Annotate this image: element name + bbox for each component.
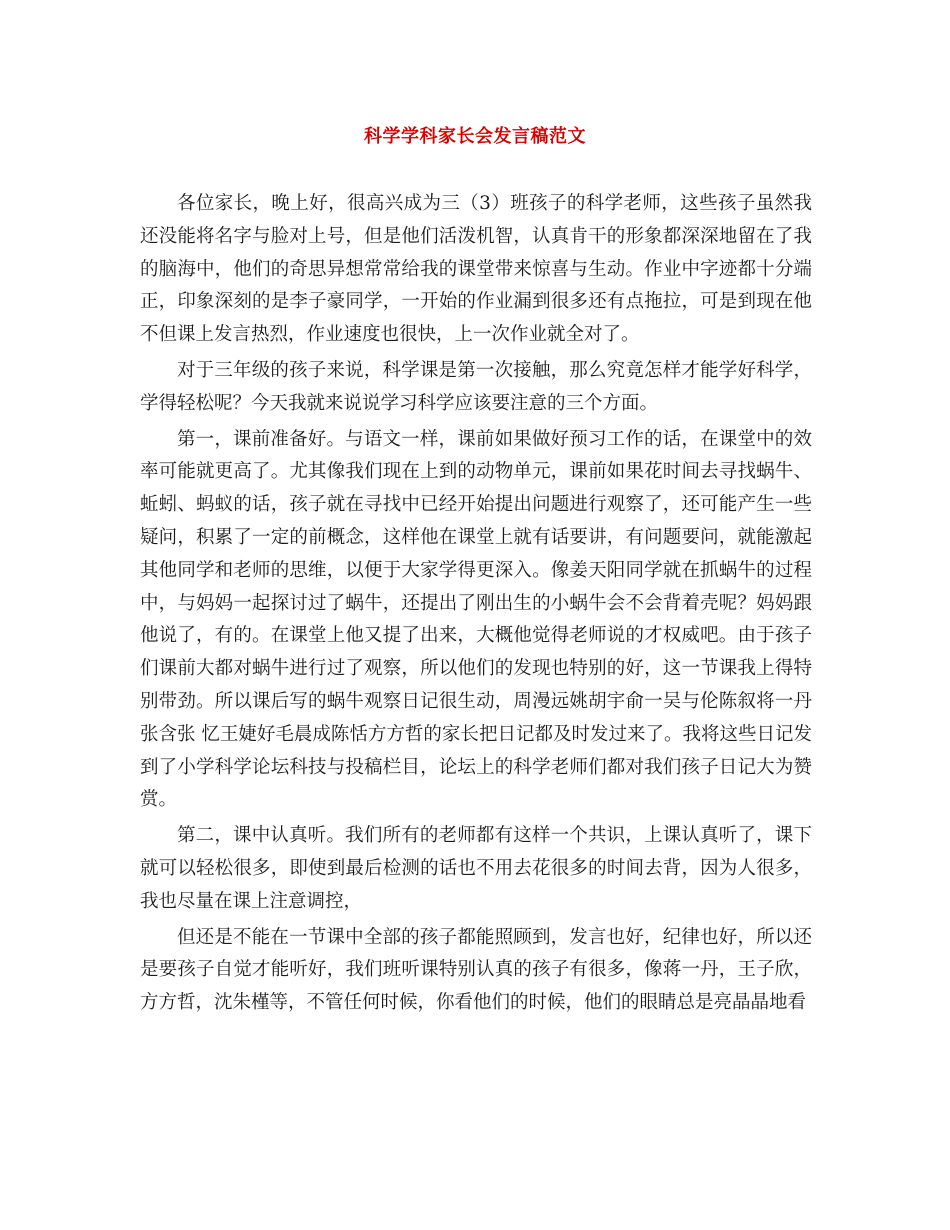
paragraph-4: 第二，课中认真听。我们所有的老师都有这样一个共识，上课认真听了，课下就可以轻松很多，即使到最后检测的话也不用去花很多的时间去背，因为人很多，我也尽量在课上注意调控， <box>140 825 812 912</box>
paragraph-5: 但还是不能在一节课中全部的孩子都能照顾到，发言也好，纪律也好，所以还是要孩子自觉才能听好，我们班听课特别认真的孩子有很多，像蒋一丹，王子欣，方方哲，沈朱槿等，不管任何时候，你看他们的时候，他们的眼睛总是亮晶晶地看 <box>140 926 812 1014</box>
document-title: 科学学科家长会发言稿范文 <box>364 126 586 147</box>
paragraph-2: 对于三年级的孩子来说，科学课是第一次接触，那么究竟怎样才能学好科学，学得轻松呢？今天我就来说说学习科学应该要注意的三个方面。 <box>140 359 812 414</box>
paragraph-1: 各位家长，晚上好，很高兴成为三（3）班孩子的科学老师，这些孩子虽然我还没能将名字与脸对上号，但是他们活泼机智，认真肯干的形象都深深地留在了我的脑海中，他们的奇思异想常常给我的课堂带来惊喜与生动。作业中字迹都十分端正，印象深刻的是李子豪同学，一开始的作业漏到很多还有点拖拉，可是到现在他不但课上发言热烈，作业速度也很快，上一次作业就全对了。 <box>140 193 812 346</box>
document-body <box>140 188 812 1023</box>
paragraph-3: 第一，课前准备好。与语文一样，课前如果做好预习工作的话，在课堂中的效率可能就更高了。尤其像我们现在上到的动物单元，课前如果花时间去寻找蜗牛、蚯蚓、蚂蚁的话，孩子就在寻找中已经开始提出问题进行观察了，还可能产生一些疑问，积累了一定的前概念，这样他在课堂上就有话要讲，有问题要问，就能激起其他同学和老师的思维，以便于大家学得更深入。像姜天阳同学就在抓蜗牛的过程中，与妈妈一起探讨过了蜗牛，还提出了刚出生的小蜗牛会不会背着壳呢？妈妈跟他说了，有的。在课堂上他又提了出来，大概他觉得老师说的才权威吧。由于孩子们课前大都对蜗牛进行过了观察，所以他们的发现也特别的好，这一节课我上得特别带劲。所以课后写的蜗牛观察日记很生动，周漫远姚胡宇俞一吴与伦陈叙将一丹张含张 忆王婕好毛晨成陈恬方方哲的家长把日记都及时发过来了。我将这些日记发到了小学科学论坛科技与投稿栏目，论坛上的科学老师们都对我们孩子日记大为赞赏。 <box>140 428 812 811</box>
